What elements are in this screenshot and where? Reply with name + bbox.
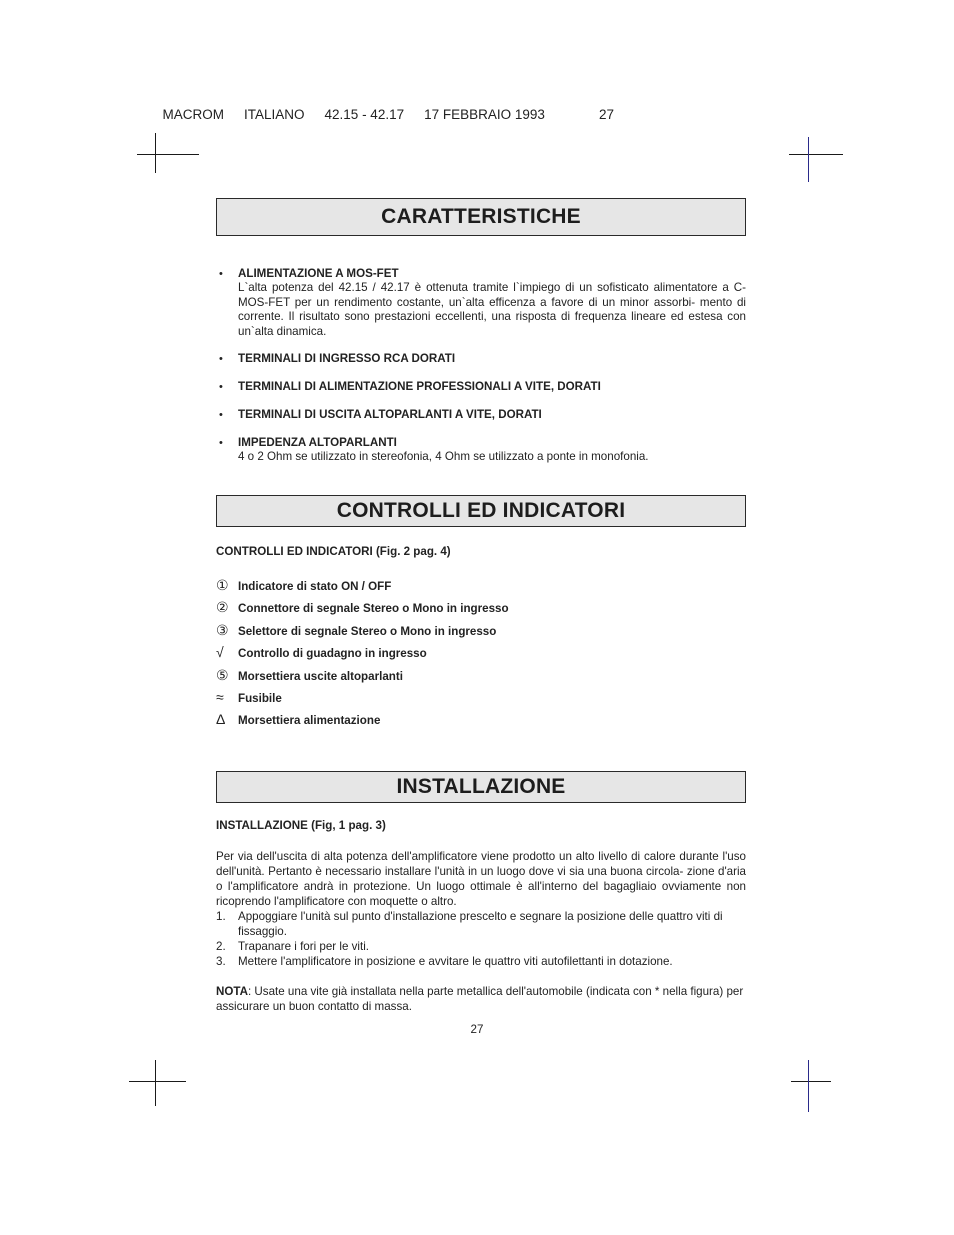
control-label: Indicatore di stato ON / OFF [238,580,392,593]
section-title-installation: INSTALLAZIONE [216,771,746,803]
step-text: Appoggiare l'unità sul punto d'installazione prescelto e segnare la posizione delle quattro viti di fissaggio. [238,910,723,938]
feature-title: TERMINALI DI USCITA ALTOPARLANTI A VITE, DORATI [238,408,542,422]
bullet-icon: • [219,409,223,422]
page-number: 27 [470,1023,484,1036]
control-item [216,599,736,621]
bullet-icon: • [219,381,223,394]
step-text: Trapanare i fori per le viti. [238,940,370,953]
delta-icon: Δ [216,711,226,728]
bullet-icon: • [219,353,223,366]
control-item [216,689,736,711]
installation-steps [216,909,746,969]
header-date: 17 FEBBRAIO 1993 [424,107,545,122]
note-label: NOTA [216,985,248,998]
control-label: Selettore di segnale Stereo o Mono in ingresso [238,624,497,638]
installation-intro: Per via dell'uscita di alta potenza dell'amplificatore viene prodotto un alto livello di calore durante l'uso dell'unità. Pertanto è necessario installare l'unità in un luogo dove vi sia una buona circola- zione d'aria o l'amplificatore andrà in protezione. Un luogo ottimale è all'interno del bagagliaio ovviamente non ricoprendo l'amplificatore con moquette o altro. [216,850,746,908]
circled-one-icon: ① [216,577,229,593]
control-label: Morsettiera alimentazione [238,714,381,728]
step-item [216,954,746,969]
feature-title: ALIMENTAZIONE A MOS-FET [238,267,399,280]
approx-icon: ≈ [216,688,224,705]
header-language: ITALIANO [244,107,305,122]
features-list [216,267,746,465]
feature-item [216,408,746,422]
step-number: 3. [216,955,226,968]
control-label: Controllo di guadagno in ingresso [238,647,427,661]
installation-subheading: INSTALLAZIONE (Fig, 1 pag. 3) [216,819,386,832]
bullet-icon: • [219,437,223,450]
control-item [216,644,736,666]
step-text: Mettere l'amplificatore in posizione e avvitare le quattro viti autofilettanti in dotazione. [238,955,673,968]
control-label: Fusibile [238,691,282,705]
bullet-icon: • [219,268,223,280]
header-models: 42.15 - 42.17 [324,107,405,122]
feature-title: TERMINALI DI ALIMENTAZIONE PROFESSIONALI A VITE, DORATI [238,380,601,394]
controls-list [216,577,736,734]
step-item [216,939,746,954]
feature-item [216,352,746,366]
step-number: 1. [216,910,226,923]
control-item [216,711,736,733]
running-header [155,92,614,122]
controls-subheading: CONTROLLI ED INDICATORI (Fig. 2 pag. 4) [216,545,451,558]
feature-item [216,436,746,465]
note-text: : Usate una vite già installata nella parte metallica dell'automobile (indicata con * nella figura) per assicurare un buon contatto di massa. [216,985,744,1013]
circled-two-icon: ② [216,599,229,616]
feature-item [216,267,746,339]
control-item [216,667,736,689]
control-label: Connettore di segnale Stereo o Mono in ingresso [238,602,509,616]
control-label: Morsettiera uscite altoparlanti [238,669,403,683]
installation-note [216,984,746,1014]
feature-title: TERMINALI DI INGRESSO RCA DORATI [238,352,456,366]
feature-desc: 4 o 2 Ohm se utilizzato in stereofonia, 4 Ohm se utilizzato a ponte in monofonia. [238,450,649,464]
step-item [216,909,746,939]
section-title-features: CARATTERISTICHE [216,198,746,236]
control-item [216,622,736,644]
circled-five-icon: ⑤ [216,666,229,683]
header-page: 27 [598,107,614,122]
control-item [216,577,736,599]
step-number: 2. [216,940,226,953]
circled-three-icon: ③ [216,621,229,638]
square-root-icon: √ [216,644,224,661]
feature-desc: L`alta potenza del 42.15 / 42.17 è ottenuta tramite l`impiego di un sofisticato alimentatore a C-MOS-FET per un rendimento costante, un`alta efficenza a favore di un minor assorbi- mento di corrente. Il risultato sono prestazioni eccellenti, una risposta di frequenza lineare ed estesa con un`alta dinamica. [238,281,746,338]
header-brand: MACROM [162,107,225,122]
feature-item [216,380,746,394]
feature-title: IMPEDENZA ALTOPARLANTI [238,436,397,450]
section-title-controls: CONTROLLI ED INDICATORI [216,495,746,527]
